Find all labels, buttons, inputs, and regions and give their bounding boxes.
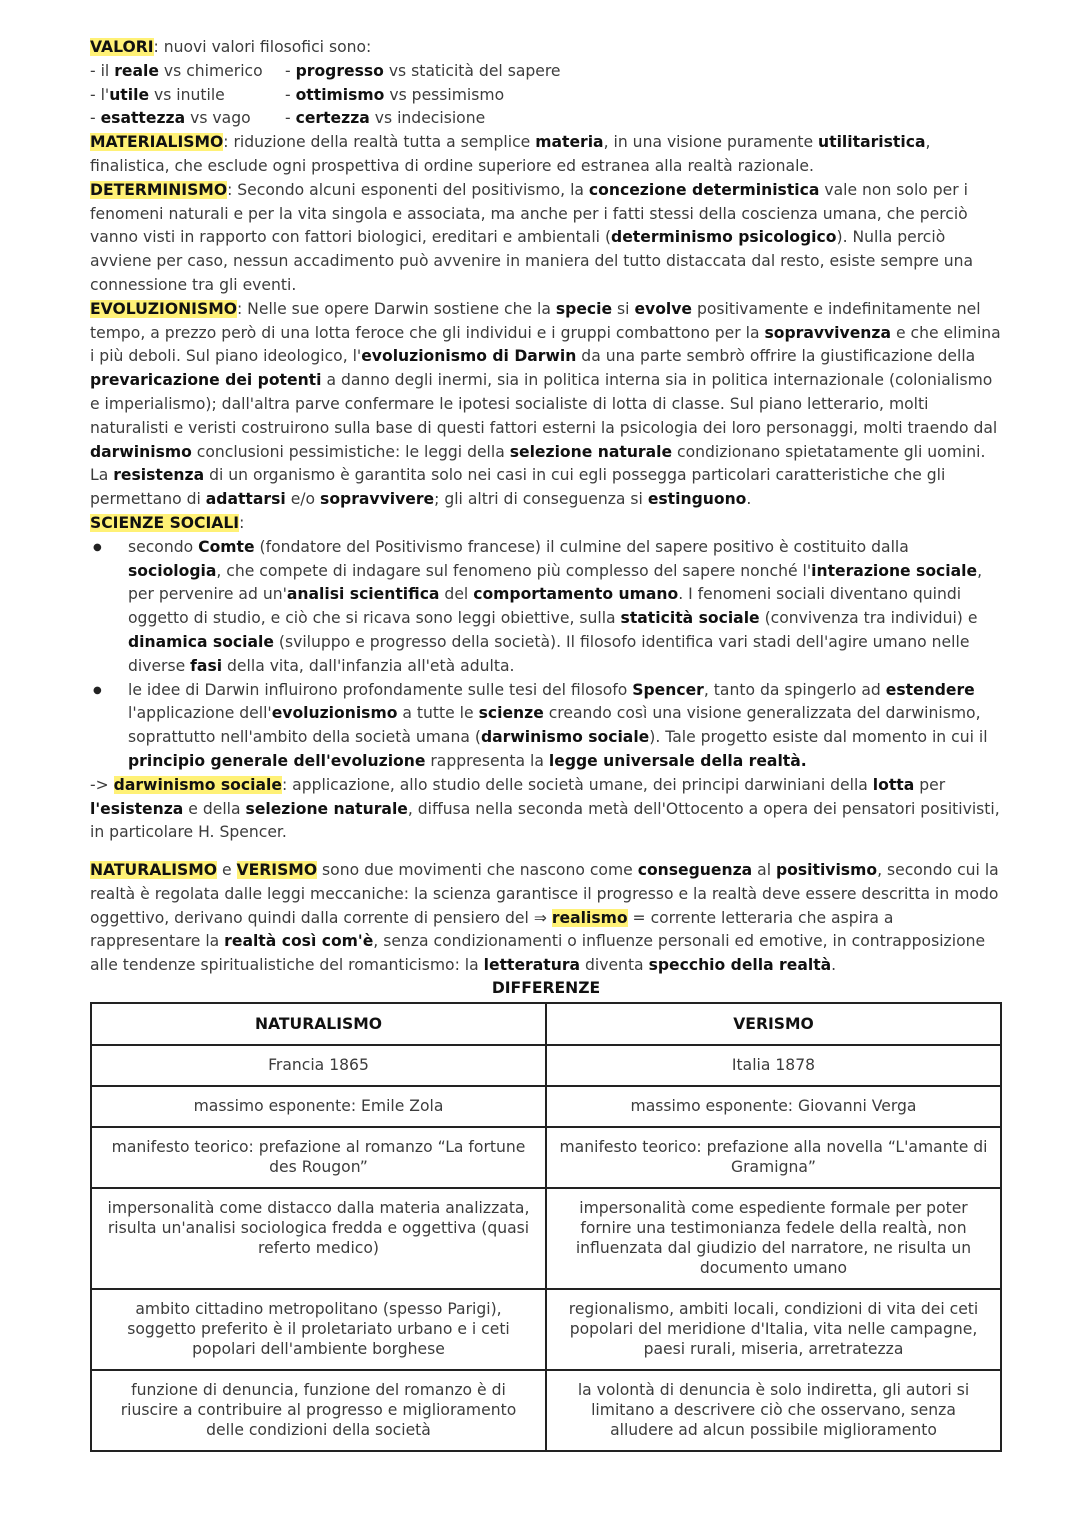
darwinismo-sociale-paragraph: -> darwinismo sociale: applicazione, allo studio delle società umane, dei principi darwiniani della lotta per l'esistenza e della selezione naturale, diffusa nella seconda metà dell'Ottocento a opera dei pensatori positivisti, in particolare H. Spencer. bbox=[90, 775, 1000, 842]
determinismo-heading: DETERMINISMO bbox=[90, 180, 228, 199]
valori-row-2: - l'utile vs inutile - ottimismo vs pessimismo bbox=[90, 85, 505, 104]
table-header-naturalismo: NATURALISMO bbox=[91, 1003, 546, 1045]
realismo-heading: realismo bbox=[551, 908, 628, 927]
table-row bbox=[91, 1188, 1001, 1289]
table-cell: massimo esponente: Giovanni Verga bbox=[546, 1086, 1001, 1127]
table-caption: DIFFERENZE bbox=[491, 979, 601, 998]
valori-heading: VALORI bbox=[90, 38, 154, 56]
table-cell: la volontà di denuncia è solo indiretta, gli autori si limitano a descrivere ciò che osservano, senza alludere ad alcun possibile miglioramento bbox=[546, 1370, 1001, 1451]
evoluzionismo-heading: EVOLUZIONISMO bbox=[90, 299, 237, 318]
table-cell: massimo esponente: Emile Zola bbox=[91, 1086, 546, 1127]
valori-row-1: - il reale vs chimerico - progresso vs staticità del sapere bbox=[90, 61, 561, 80]
table-cell: Francia 1865 bbox=[91, 1045, 546, 1086]
table-cell: manifesto teorico: prefazione alla novella “L'amante di Gramigna” bbox=[546, 1127, 1001, 1188]
scienze-sociali-list bbox=[90, 536, 1002, 774]
table-row bbox=[91, 1289, 1001, 1370]
scienze-sociali-heading: SCIENZE SOCIALI bbox=[90, 513, 240, 532]
differenze-table bbox=[90, 1002, 1002, 1452]
table-row bbox=[91, 1127, 1001, 1188]
materialismo-heading: MATERIALISMO bbox=[90, 133, 224, 152]
table-cell: funzione di denuncia, funzione del romanzo è di riuscire a contribuire al progresso e miglioramento delle condizioni della società bbox=[91, 1370, 546, 1451]
scienze-sociali-heading-line: SCIENZE SOCIALI: bbox=[90, 513, 245, 532]
list-item: ● secondo Comte (fondatore del Positivismo francese) il culmine del sapere positivo è costituito dalla sociologia, che compete di indagare sul fenomeno più complesso del sapere nonché l'interazione sociale, per pervenire ad un'analisi scientifica del comportamento umano. I fenomeni sociali diventano quindi oggetto di studio, e ciò che si ricava sono leggi obiettive, sulla staticità sociale (convivenza tra individui) e dinamica sociale (sviluppo e progresso della società). Il filosofo identifica vari stadi dell'agire umano nelle diverse fasi della vita, dall'infanzia all'età adulta. bbox=[128, 536, 1002, 679]
implies-arrow-icon: ⇒ bbox=[533, 908, 547, 927]
table-header-verismo: VERISMO bbox=[546, 1003, 1001, 1045]
table-row bbox=[91, 1086, 1001, 1127]
naturalismo-heading: NATURALISMO bbox=[90, 861, 218, 880]
determinismo-paragraph: DETERMINISMO: Secondo alcuni esponenti del positivismo, la concezione deterministica vale non solo per i fenomeni naturali e per la vita singola e associata, ma anche per i fatti stessi della coscienza umana, che perciò vanno visti in rapporto con fattori biologici, ereditari e ambientali (determinismo psicologico). Nulla perciò avviene per caso, nessun accadimento può avvenire in maniera del tutto distaccata dal resto, esiste sempre una connessione tra gli eventi. bbox=[90, 180, 974, 294]
verismo-heading: VERISMO bbox=[236, 861, 318, 880]
table-row bbox=[91, 1045, 1001, 1086]
naturalismo-verismo-paragraph: NATURALISMO e VERISMO sono due movimenti che nascono come conseguenza al positivismo, secondo cui la realtà è regolata dalle leggi meccaniche: la scienza garantisce il progresso e la realtà deve essere descritta in modo oggettivo, derivano quindi dalla corrente di pensiero del ⇒ realismo = corrente letteraria che aspira a rappresentare la realtà così com'è, senza condizionamenti o influenze personali ed emotive, in contrapposizione alle tendenze spiritualistiche del romanticismo: la letteratura diventa specchio della realtà. bbox=[90, 861, 999, 975]
list-item: ● le idee di Darwin influirono profondamente sulle tesi del filosofo Spencer, tanto da spingerlo ad estendere l'applicazione dell'evoluzionismo a tutte le scienze creando così una visione generalizzata del darwinismo, soprattutto nell'ambito della società umana (darwinismo sociale). Tale progetto esiste dal momento in cui il principio generale dell'evoluzione rappresenta la legge universale della realtà. bbox=[128, 679, 1002, 774]
valori-row-3: - esattezza vs vago - certezza vs indecisione bbox=[90, 109, 486, 128]
table-header-row bbox=[91, 1003, 1001, 1045]
table-cell: impersonalità come distacco dalla materia analizzata, risulta un'analisi sociologica fredda e oggettiva (quasi referto medico) bbox=[91, 1188, 546, 1289]
arrow-icon: -> bbox=[90, 775, 114, 794]
materialismo-paragraph: MATERIALISMO: riduzione della realtà tutta a semplice materia, in una visione puramente utilitaristica, finalistica, che esclude ogni prospettiva di ordine superiore ed estranea alla realtà razionale. bbox=[90, 133, 931, 175]
table-cell: Italia 1878 bbox=[546, 1045, 1001, 1086]
document-page bbox=[90, 36, 1002, 1452]
darwinismo-sociale-heading: darwinismo sociale bbox=[113, 775, 282, 794]
table-cell: regionalismo, ambiti locali, condizioni di vita dei ceti popolari del meridione d'Italia, vita nelle campagne, paesi rurali, miseria, arretratezza bbox=[546, 1289, 1001, 1370]
table-cell: manifesto teorico: prefazione al romanzo “La fortune des Rougon” bbox=[91, 1127, 546, 1188]
table-cell: impersonalità come espediente formale per poter fornire una testimonianza fedele della realtà, non influenzata dal giudizio del narratore, ne risulta un documento umano bbox=[546, 1188, 1001, 1289]
table-row bbox=[91, 1370, 1001, 1451]
table-cell: ambito cittadino metropolitano (spesso Parigi), soggetto preferito è il proletariato urbano e i ceti popolari dell'ambiente borghese bbox=[91, 1289, 546, 1370]
valori-intro: VALORI: nuovi valori filosofici sono: bbox=[90, 38, 372, 56]
evoluzionismo-paragraph: EVOLUZIONISMO: Nelle sue opere Darwin sostiene che la specie si evolve positivamente e indefinitamente nel tempo, a prezzo però di una lotta feroce che gli individui e i gruppi combattono per la sopravvivenza e che elimina i più deboli. Sul piano ideologico, l'evoluzionismo di Darwin da una parte sembrò offrire la giustificazione della prevaricazione dei potenti a danno degli inermi, sia in politica interna sia in politica internazionale (colonialismo e imperialismo); dall'altra parve confermare le ipotesi socialiste di lotta di classe. Sul piano letterario, molti naturalisti e veristi costruirono sulla base di questi fattori esterni la psicologia dei loro personaggi, molti traendo dal darwinismo conclusioni pessimistiche: le leggi della selezione naturale condizionano spietatamente gli uomini. La resistenza di un organismo è garantita solo nei casi in cui egli possegga particolari caratteristiche che gli permettano di adattarsi e/o sopravvivere; gli altri di conseguenza si estinguono. bbox=[90, 299, 1001, 509]
